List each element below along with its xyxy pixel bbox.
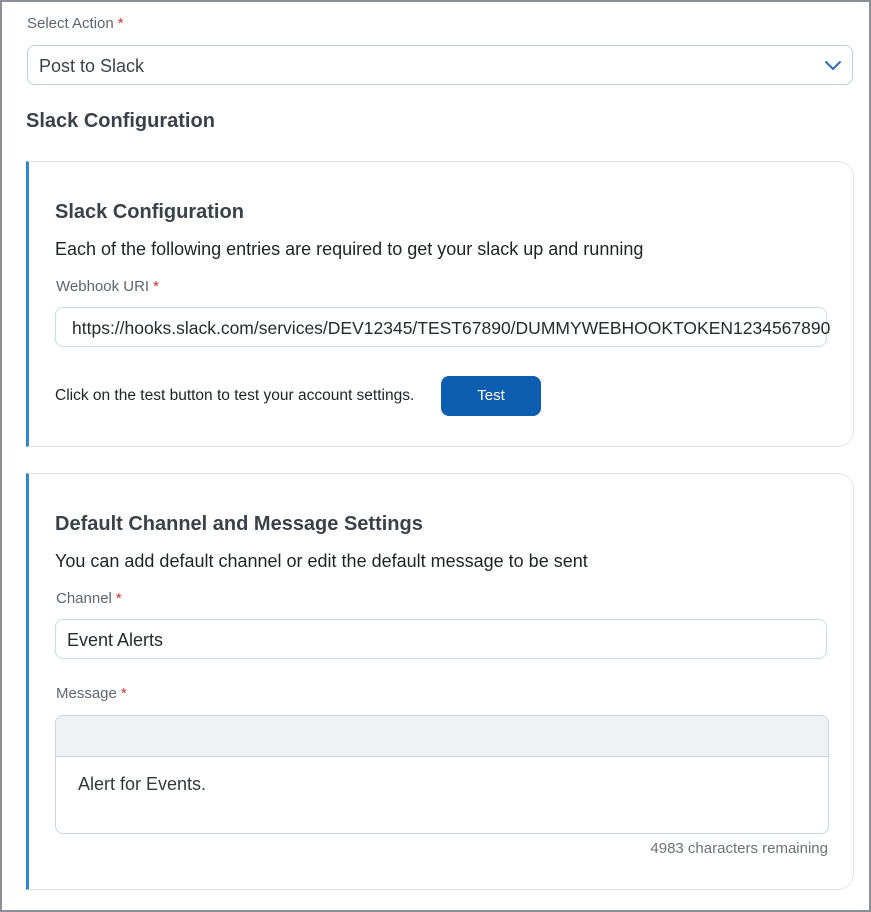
message-label-text: Message: [56, 685, 117, 702]
defaults-card-description: You can add default channel or edit the default message to be sent: [55, 551, 588, 571]
slack-card-description: Each of the following entries are required to get your slack up and running: [55, 239, 644, 259]
message-editor-toolbar: [56, 716, 828, 757]
action-select[interactable]: [27, 45, 853, 85]
channel-label: [56, 590, 122, 607]
slack-config-card: [26, 161, 854, 447]
required-asterisk: *: [117, 15, 124, 32]
test-button[interactable]: Test: [441, 376, 541, 416]
webhook-label-text: Webhook URI: [56, 278, 150, 295]
test-hint: Click on the test button to test your account settings.: [55, 387, 415, 404]
select-action-label: [27, 15, 124, 32]
action-select-value: Post to Slack: [39, 56, 145, 76]
message-editor[interactable]: [55, 715, 829, 834]
required-asterisk: *: [115, 590, 122, 607]
webhook-uri-input[interactable]: [55, 307, 831, 347]
defaults-card-title: Default Channel and Message Settings: [55, 513, 423, 535]
required-asterisk: *: [120, 685, 127, 702]
section-heading: Slack Configuration: [26, 110, 215, 132]
channel-value: Event Alerts: [67, 630, 164, 650]
defaults-card: [26, 473, 854, 890]
channel-input[interactable]: [55, 619, 827, 659]
message-label: [56, 685, 127, 702]
characters-remaining: 4983 characters remaining: [650, 840, 828, 857]
channel-label-text: Channel: [56, 590, 112, 607]
slack-card-title: Slack Configuration: [55, 201, 244, 223]
message-text[interactable]: Alert for Events.: [78, 774, 207, 794]
select-action-label-text: Select Action: [27, 15, 114, 32]
required-asterisk: *: [153, 278, 159, 295]
webhook-uri-value: https://hooks.slack.com/services/DEV12345/TEST67890/DUMMYWEBHOOKTOKEN1234567890: [72, 318, 831, 338]
webhook-label: [56, 278, 159, 295]
chevron-down-icon: [824, 58, 842, 72]
